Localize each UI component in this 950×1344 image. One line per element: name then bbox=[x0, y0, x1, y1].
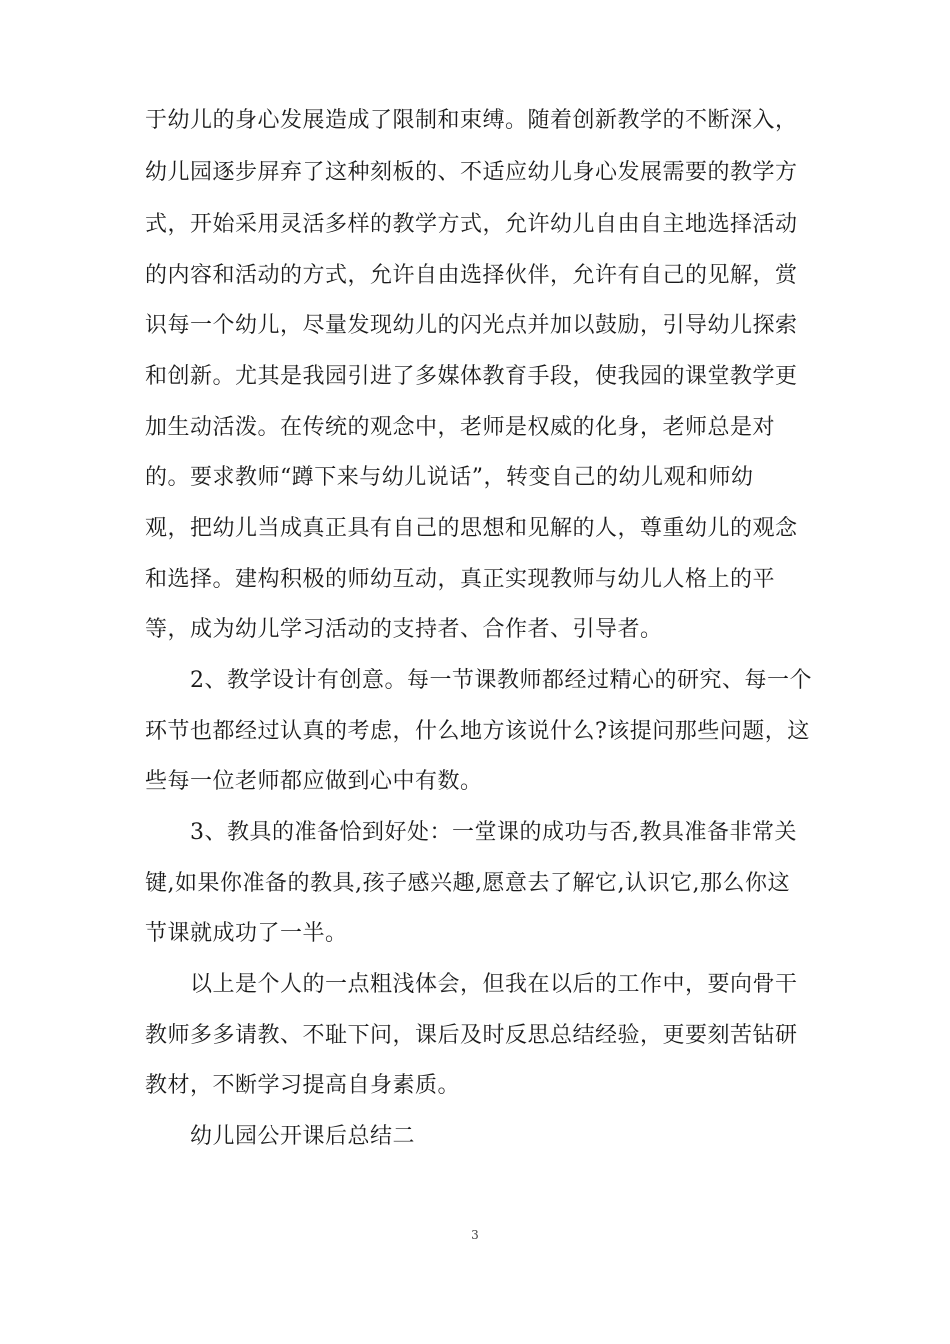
text-line: 观，把幼儿当成真正具有自己的思想和见解的人，尊重幼儿的观念 bbox=[145, 516, 798, 541]
text-line: 于幼儿的身心发展造成了限制和束缚。随着创新教学的不断深入， bbox=[145, 108, 798, 133]
text-line: 2、教学设计有创意。每一节课教师都经过精心的研究、每一个 bbox=[190, 668, 812, 693]
text-line: 和创新。尤其是我园引进了多媒体教育手段，使我园的课堂教学更 bbox=[145, 364, 798, 389]
page-number: 3 bbox=[471, 1228, 479, 1242]
text-line: 些每一位老师都应做到心中有数。 bbox=[145, 769, 483, 794]
text-line: 的内容和活动的方式，允许自由选择伙伴，允许有自己的见解，赏 bbox=[145, 263, 798, 288]
text-line: 教师多多请教、不耻下问，课后及时反思总结经验，更要刻苦钻研 bbox=[145, 1023, 798, 1048]
text-line: 环节也都经过认真的考虑，什么地方该说什么?该提问那些问题，这 bbox=[145, 719, 810, 744]
text-line: 的。要求教师“蹲下来与幼儿说话”，转变自己的幼儿观和师幼 bbox=[145, 465, 754, 490]
text-line: 键,如果你准备的教具,孩子感兴趣,愿意去了解它,认识它,那么你这 bbox=[145, 871, 790, 896]
text-line: 等，成为幼儿学习活动的支持者、合作者、引导者。 bbox=[145, 617, 663, 642]
text-line: 以上是个人的一点粗浅体会，但我在以后的工作中，要向骨干 bbox=[190, 972, 798, 997]
section-heading: 幼儿园公开课后总结二 bbox=[190, 1124, 416, 1149]
text-line: 识每一个幼儿，尽量发现幼儿的闪光点并加以鼓励，引导幼儿探索 bbox=[145, 313, 798, 338]
text-line: 式，开始采用灵活多样的教学方式，允许幼儿自由自主地选择活动 bbox=[145, 212, 798, 237]
text-line: 3、教具的准备恰到好处：一堂课的成功与否,教具准备非常关 bbox=[190, 820, 797, 845]
text-line: 和选择。建构积极的师幼互动，真正实现教师与幼儿人格上的平 bbox=[145, 567, 776, 592]
text-line: 教材，不断学习提高自身素质。 bbox=[145, 1073, 461, 1098]
text-line: 幼儿园逐步屏弃了这种刻板的、不适应幼儿身心发展需要的教学方 bbox=[145, 160, 798, 185]
text-line: 节课就成功了一半。 bbox=[145, 921, 348, 946]
text-line: 加生动活泼。在传统的观念中，老师是权威的化身，老师总是对 bbox=[145, 415, 776, 440]
